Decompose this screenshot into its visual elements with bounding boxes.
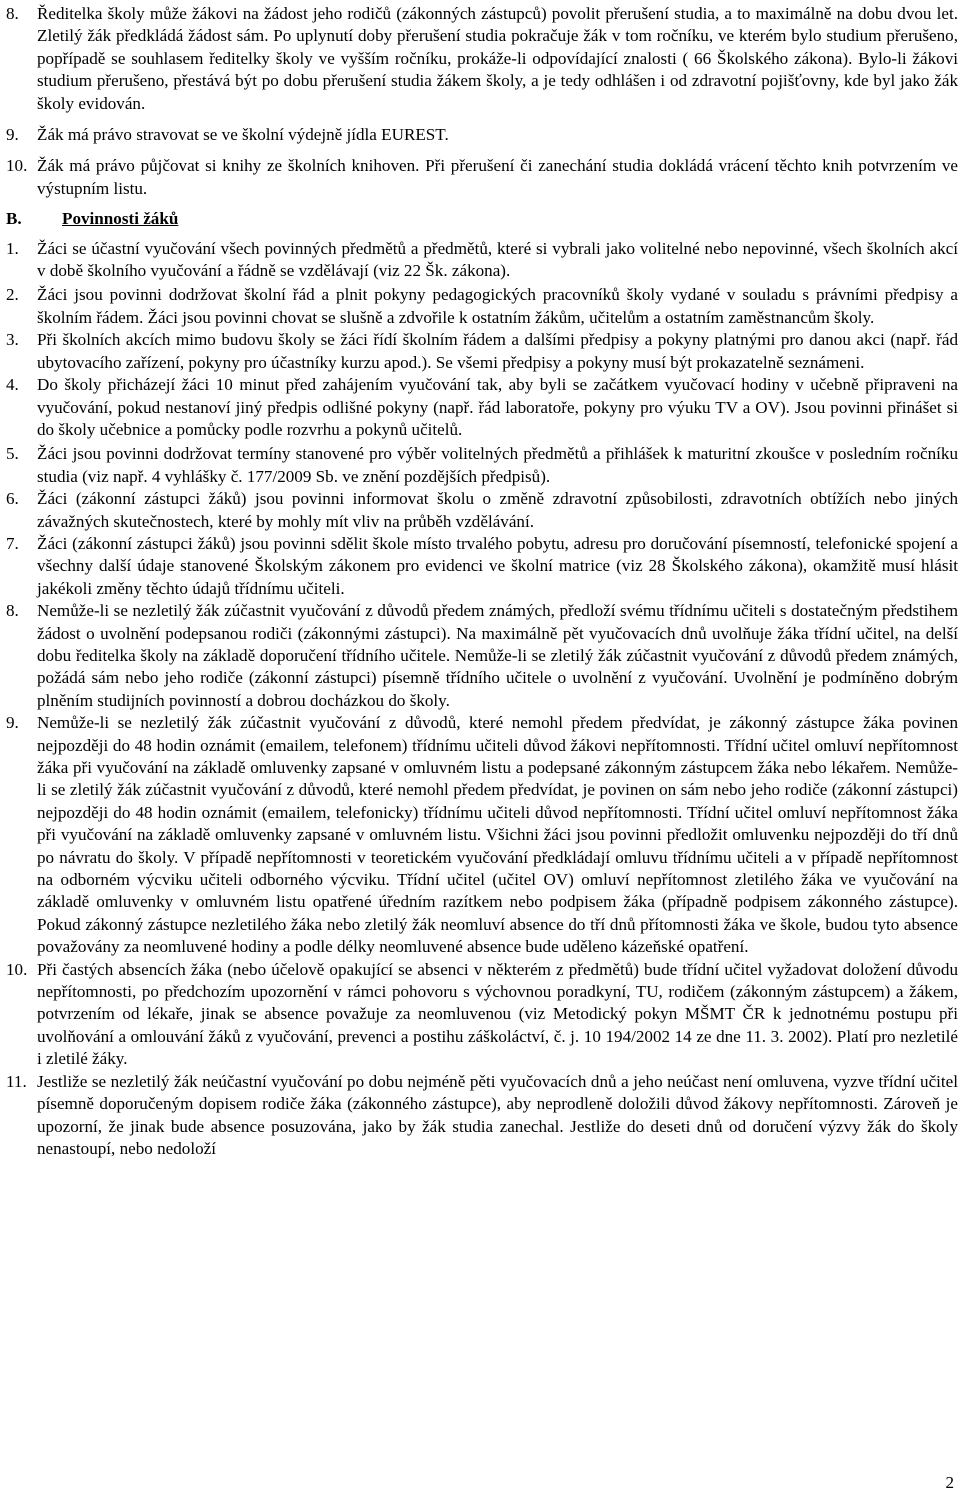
section-b-list bbox=[6, 238, 958, 1161]
item-text: Žáci jsou povinni dodržovat školní řád a plnit pokyny pedagogických pracovníků školy vydané v souladu s právními předpisy a školním řádem. Žáci jsou povinni chovat se slušně a zdvořile k ostatním žákům, učitelům a ostatním zaměstnancům školy. bbox=[37, 285, 958, 327]
item-text: Při školních akcích mimo budovu školy se žáci řídí školním řádem a dalšími předpisy a pokyny platnými pro danou akci (např. řád ubytovacího zařízení, pokyny pro účastníky kurzu apod.). Se všemi předpisy a pokyny musí být prokazatelně seznámeni. bbox=[37, 330, 958, 372]
item-number: 5. bbox=[6, 444, 19, 464]
item-number: 1. bbox=[6, 238, 19, 258]
item-number: 2. bbox=[6, 285, 19, 305]
item-number: 10. bbox=[6, 959, 28, 979]
list-item bbox=[6, 959, 958, 1071]
item-number: 6. bbox=[6, 489, 19, 509]
list-item bbox=[6, 443, 958, 488]
item-number: 9. bbox=[6, 713, 19, 733]
item-text: Ředitelka školy může žákovi na žádost jeho rodičů (zákonných zástupců) povolit přerušení studia, a to maximálně na dobu dvou let. Zletilý žák předkládá žádost sám. Po uplynutí doby přerušení studia pokračuje žák v tom ročníku, ve kterém bylo studium přerušeno, popřípadě se souhlasem ředitelky školy ve vyšším ročníku, prokáže-li odpovídající znalosti ( 66 Školského zákona). Bylo-li žákovi studium přerušeno, přestává být po dobu přerušení studia žákem školy, a je tedy odhlášen i od zdravotní pojišťovny, kde byl jako žák školy evidován. bbox=[37, 4, 958, 113]
list-item bbox=[6, 374, 958, 441]
item-number: 10. bbox=[6, 156, 28, 176]
item-number: 7. bbox=[6, 533, 19, 553]
list-item bbox=[6, 533, 958, 600]
item-text: Žák má právo půjčovat si knihy ze školních knihoven. Při přerušení či zanechání studia dokládá vrácení těchto knih potvrzením ve výstupním listu. bbox=[37, 156, 958, 198]
section-heading bbox=[6, 208, 958, 230]
list-item bbox=[6, 488, 958, 533]
list-item bbox=[6, 284, 958, 329]
item-number: 4. bbox=[6, 375, 19, 395]
item-text: Do školy přicházejí žáci 10 minut před zahájením vyučování tak, aby byli se začátkem vyučovací hodiny v učebně připraveni na vyučování, pokud nestanoví jiný předpis odlišné pokyny (např. řád laboratoře, pokyny pro výuku TV a OV). Jsou povinni přinášet si do školy učebnice a pomůcky podle rozvrhu a pokynů učitelů. bbox=[37, 375, 958, 439]
item-number: 8. bbox=[6, 601, 19, 621]
page-number: 2 bbox=[945, 1473, 954, 1492]
item-number: 9. bbox=[6, 125, 19, 145]
list-item bbox=[6, 3, 958, 115]
item-text: Jestliže se nezletilý žák neúčastní vyučování po dobu nejméně pěti vyučovacích dnů a jeho neúčast není omluvena, vyzve třídní učitel písemně doporučeným dopisem rodiče žáka (zákonného zástupce), aby neprodleně doložili důvod žákovy nepřítomnosti. Zároveň je upozorní, že jinak bude absence posuzována, jako by žák studia zanechal. Jestliže do deseti dnů od doručení výzvy žák do školy nenastoupí, nebo nedoloží bbox=[37, 1071, 958, 1158]
item-number: 11. bbox=[6, 1071, 27, 1091]
item-text: Nemůže-li se nezletilý žák zúčastnit vyučování z důvodů předem známých, předloží svému třídnímu učiteli s dostatečným předstihem žádost o uvolnění podepsanou rodiči (zákonnými zástupci). Na maximálně pět vyučovacích dnů uvolňuje žáka třídní učitel, na delší dobu ředitelka školy na základě doporučení třídního učitele. Nemůže-li se zletilý žák zúčastnit vyučování z důvodů předem známých, požádá sám nebo jeho rodiče (zákonní zástupci) písemně třídního učitele o uvolnění z vyučování. Uvolnění je podmíněno dobrým plněním studijních povinností a dobrou docházkou do školy. bbox=[37, 601, 958, 710]
item-text: Nemůže-li se nezletilý žák zúčastnit vyučování z důvodů, které nemohl předem předvídat, je zákonný zástupce žáka povinen nejpozději do 48 hodin oznámit (emailem, telefonem) třídnímu učiteli důvod žákovi nepřítomnosti. Třídní učitel omluví nepřítomnost žáka při vyučování na základě omluvenky zapsané v omluvném listu a podepsané zákonným zástupcem žáka nebo lékařem. Nemůže-li se zletilý žák zúčastnit vyučování z důvodů, které nemohl předem předvídat, je povinen on sám nebo jeho rodiče (zákonní zástupci) nejpozději do 48 hodin oznámit (emailem, telefonicky) třídnímu učiteli důvod nepřítomnosti. Třídní učitel omluví nepřítomnost žáka při vyučování na základě omluvenky zapsané v omluvném listu. Všichni žáci jsou povinni předložit omluvenku nejpozději do tří dnů po návratu do školy. V případě nepřítomnosti v teoretickém vyučování předkládají omluvu třídnímu učiteli a v případě nepřítomnost na odborném výcviku učiteli odborného výcviku. Třídní učitel (učitel OV) omluví nepřítomnost zletilého žáka ve vyučování na základě omluvenky v omluvném listu opatřené úředním razítkem nebo podpisem žáka (případně podpisem zákonného zástupce). Pokud zákonný zástupce nezletilého žáka nebo zletilý žák neomluví absence do tří dnů přítomnosti žáka ve škole, budou tyto absence považovány za neomluvené hodiny a podle délky neomluvené absence bude uděleno kázeňské opatření. bbox=[37, 713, 958, 957]
list-item bbox=[6, 600, 958, 712]
list-item bbox=[6, 712, 958, 958]
item-text: Žáci (zákonní zástupci žáků) jsou povinni sdělit škole místo trvalého pobytu, adresu pro doručování písemností, telefonické spojení a všechny další údaje stanovené Školským zákonem pro evidenci ve školní matrice (viz 28 Školského zákona), okamžitě musí hlásit jakékoli změny těchto údajů třídnímu učiteli. bbox=[37, 533, 958, 598]
item-number: 8. bbox=[6, 4, 19, 23]
item-text: Žák má právo stravovat se ve školní výdejně jídla EUREST. bbox=[37, 125, 449, 145]
list-item bbox=[6, 1071, 958, 1161]
item-text: Žáci se účastní vyučování všech povinných předmětů a předmětů, které si vybrali jako volitelné nebo nepovinné, všech školních akcí v době školního vyučování a řádně se vzdělávají (viz 22 Šk. zákona). bbox=[37, 238, 958, 281]
section-title: Povinnosti žáků bbox=[62, 209, 179, 229]
list-item bbox=[6, 238, 958, 283]
item-text: Žáci (zákonní zástupci žáků) jsou povinni informovat školu o změně zdravotní způsobilosti, zdravotních obtížích nebo jiných závažných skutečnostech, které by mohly mít vliv na průběh vzdělávání. bbox=[37, 489, 958, 531]
item-text: Při častých absencích žáka (nebo účelově opakující se absenci v některém z předmětů) bude třídní učitel vyžadovat doložení důvodu nepřítomnosti, po předchozím upozornění v rámci pohovoru s výchovnou poradkyní, TU, rodičem (zákonným zástupcem) a žákem, potvrzením od lékaře, jinak se absence považuje za neomluvenou (viz Metodický pokyn MŠMT ČR k jednotnému postupu při uvolňování a omlouvání žáků z vyučování, prevenci a postihu záškoláctví, č. j. 10 194/2002 14 ze dne 11. 3. 2002). Platí pro nezletilé i zletilé žáky. bbox=[37, 959, 958, 1069]
section-letter: B. bbox=[6, 209, 22, 229]
list-item bbox=[6, 155, 958, 200]
item-text: Žáci jsou povinni dodržovat termíny stanovené pro výběr volitelných předmětů a přihlášek k maturitní zkoušce v posledním ročníku studia (viz např. 4 vyhlášky č. 177/2009 Sb. ve znění pozdějších předpisů). bbox=[37, 444, 958, 486]
list-item bbox=[6, 124, 958, 146]
list-item bbox=[6, 329, 958, 374]
item-number: 3. bbox=[6, 330, 19, 350]
section-a-continued-list bbox=[6, 3, 958, 200]
